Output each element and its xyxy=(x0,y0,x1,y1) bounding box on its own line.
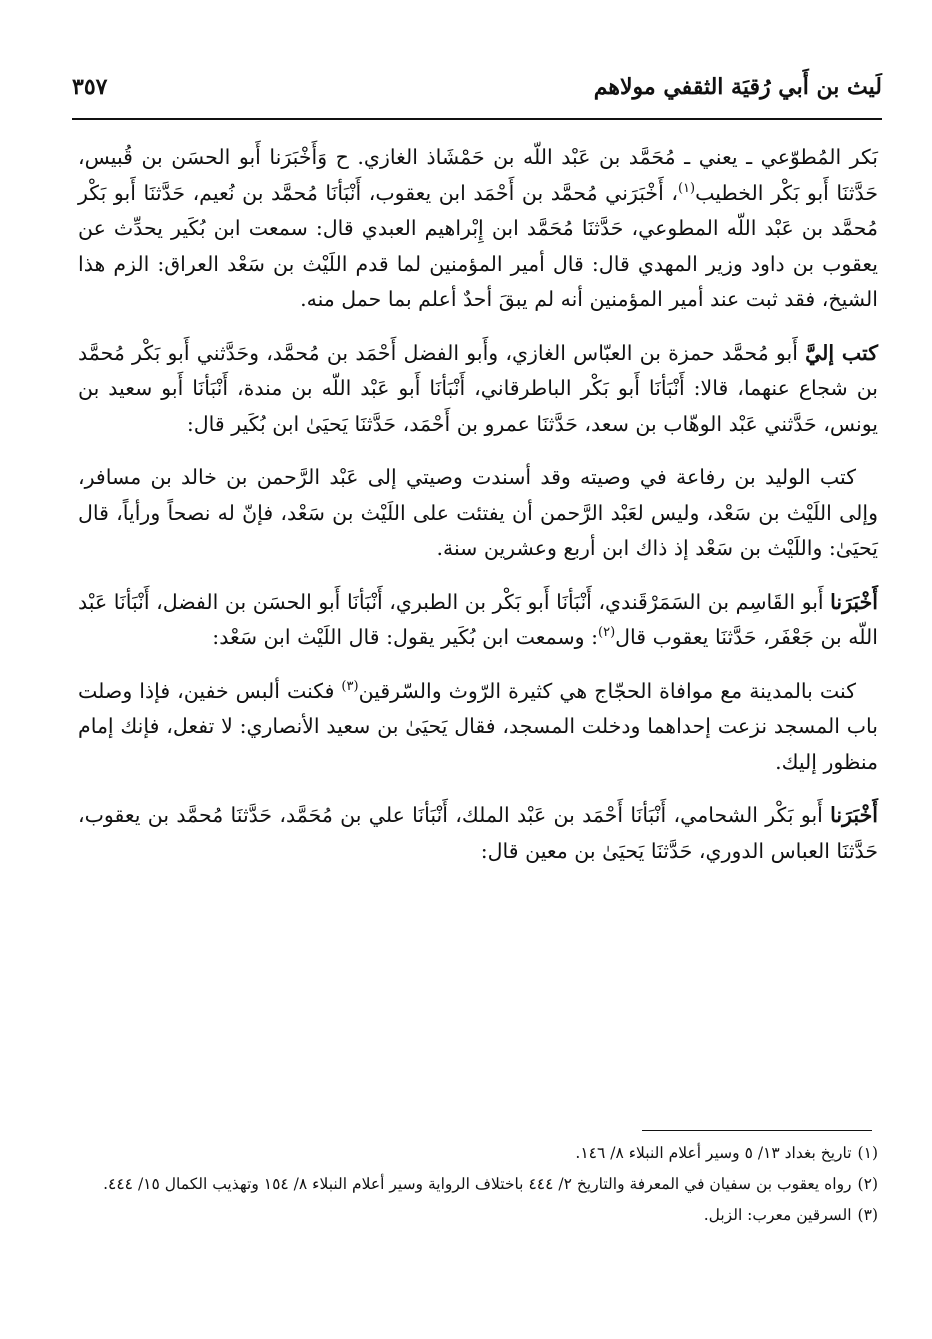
footnote-number: (٢) xyxy=(857,1175,878,1193)
footnote xyxy=(78,1171,878,1198)
paragraph xyxy=(78,140,878,318)
footnote-rule xyxy=(642,1130,872,1131)
paragraph-text: أَبو القَاسِم بن السَمَرْقَندي، أَنْبَأنَا أَبو بَكْر بن الطبري، أَنْبَأنَا أَبو الحسَن بن الفضل، أَنْبَأنَا عَبْد اللّه بن جَعْفَر، حَدَّثنَا يعقوب قال xyxy=(78,589,878,649)
footnote-number: (٣) xyxy=(857,1206,878,1224)
paragraph-text: بَكر المُطوّعي ـ يعني ـ مُحَمَّد بن عَبْد اللّه بن حَمْشَاذ الغازي. ح وَأَخْبَرَنا أَبو الحسَن بن قُبيس، حَدَّثنَا أَبو بَكْر الخطيب xyxy=(78,145,878,205)
paragraph-text: كتب الوليد بن رفاعة في وصيته وقد أسندت وصيتي إلى عَبْد الرَّحمن بن خالد بن مسافر، وإلى اللَيْث بن سَعْد، وليس لعَبْد الرَّحمن أن يفتئت على اللَيْث بن سَعْد، فإنّ له نصحاً ورأياً، قال يَحيَىٰ: واللَيْث بن سَعْد إذ ذاك ابن أربع وعشرين سنة. xyxy=(78,465,878,560)
footnote xyxy=(78,1202,878,1229)
paragraph-lead: أَخْبَرَنا xyxy=(830,589,878,614)
paragraph-lead: كتب إليَّ xyxy=(805,340,878,365)
running-header xyxy=(72,66,882,118)
paragraph-text: كنت بالمدينة مع موافاة الحجّاج هي كثيرة الرّوث والسّرقين xyxy=(358,678,856,703)
header-rule xyxy=(72,118,882,120)
footnote xyxy=(78,1140,878,1167)
page-number: ٣٥٧ xyxy=(72,74,108,100)
footnote-text: تاريخ بغداد ١٣/ ٥ وسير أعلام النبلاء ٨/ ١٤٦. xyxy=(575,1144,852,1162)
paragraph xyxy=(78,585,878,656)
paragraph-text: أَبو بَكْر الشحامي، أَنْبَأنَا أَحْمَد بن عَبْد الملك، أَنْبَأنَا علي بن مُحَمَّد، حَدَّثنَا مُحمَّد بن يعقوب، حَدَّثنَا العباس الدوري، حَدَّثنَا يَحيَىٰ بن معين قال: xyxy=(78,803,878,863)
paragraph-text-continued: : وسمعت ابن بُكَير يقول: قال اللَيْث ابن سَعْد: xyxy=(212,625,599,649)
main-text xyxy=(78,140,878,887)
paragraph-lead: أَخْبَرَنا xyxy=(830,803,878,827)
footnote-text: رواه يعقوب بن سفيان في المعرفة والتاريخ ٢/ ٤٤٤ باختلاف الرواية وسير أعلام النبلاء ٨/ ١٥٤ وتهذيب الكمال ١٥/ ٤٤٤. xyxy=(103,1175,852,1193)
footnote-text: السرقين معرب: الزبل. xyxy=(703,1206,852,1224)
footnote-reference[interactable]: (٣) xyxy=(341,678,359,694)
footnotes xyxy=(78,1140,878,1233)
footnote-reference[interactable]: (١) xyxy=(677,180,696,196)
paragraph xyxy=(78,798,878,869)
footnote-reference[interactable]: (٢) xyxy=(598,625,616,641)
paragraph xyxy=(78,460,878,567)
paragraph-text-continued: ، أَخْبَرَني مُحمَّد بن أَحْمَد ابن يعقوب، أَنْبَأنَا مُحمَّد بن نُعيم، حَدَّثنَا أَبو بَكْر مُحمَّد بن عَبْد اللّه المطوعي، حَدَّثنَا مُحَمَّد ابن إِبْراهيم العبدي قال: سمعت ابن بُكَير يحدِّث عن يعقوب بن داود وزير المهدي قال: قال أمير المؤمنين لما قدم اللَيْث بن سَعْد العراق: الزم هذا الشيخ، فقد ثبت عند أمير المؤمنين أنه لم يبقَ أحدٌ أعلم بما حمل منه. xyxy=(78,180,878,311)
paragraph-text-continued: فكنت ألبس خفين، فإذا وصلت باب المسجد نزعت إحداهما ودخلت المسجد، فقال يَحيَىٰ بن سعيد الأنصاري: لا تفعل، فإنك إمام منظور إليك. xyxy=(78,678,878,774)
paragraph-text: أَبو مُحمَّد حمزة بن العبّاس الغازي، وأَبو الفضل أَحْمَد بن مُحمَّد، وحَدَّثني أَبو بَكْر مُحمَّد بن شجاع عنهما، قالا: أَنْبَأنَا أَبو بَكْر الباطرقاني، أَنْبَأنَا أَبو عَبْد اللّه بن مندة، أَنْبَأنَا أَبو سعيد بن يونس، حَدَّثني عَبْد الوهّاب بن سعد، حَدَّثنَا عمرو بن أَحْمَد، حَدَّثنَا يَحيَىٰ ابن بُكَير قال: xyxy=(78,340,878,436)
footnote-number: (١) xyxy=(857,1144,878,1162)
running-title: لَيث بن أَبي رُقيَة الثقفي مولاهم xyxy=(593,74,882,100)
paragraph xyxy=(78,674,878,781)
paragraph xyxy=(78,336,878,443)
